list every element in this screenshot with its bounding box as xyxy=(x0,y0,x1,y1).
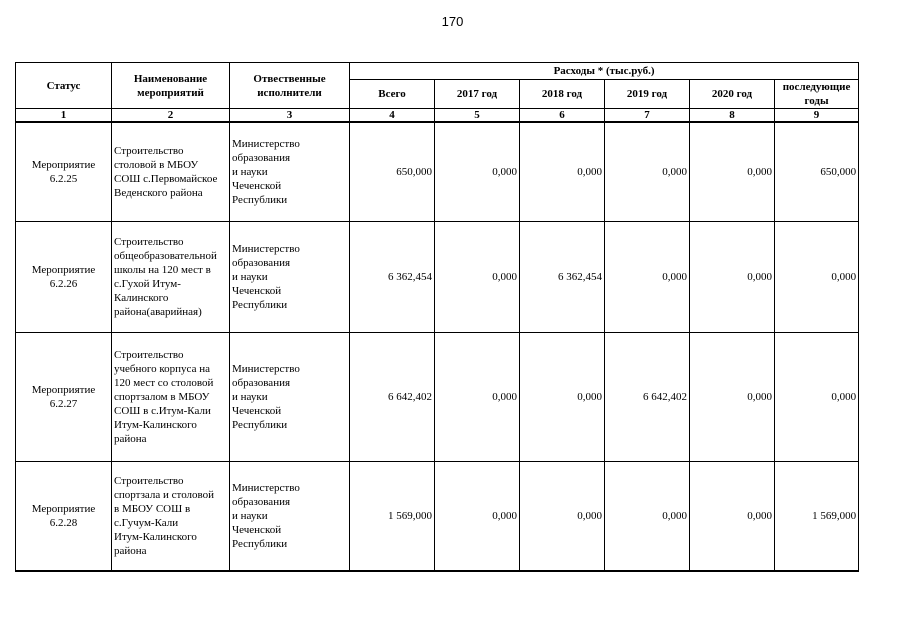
value-2020: 0,000 xyxy=(690,222,775,333)
header-expenses: Расходы * (тыс.руб.) xyxy=(350,63,859,80)
column-number: 8 xyxy=(690,109,775,123)
value-2019: 0,000 xyxy=(605,462,690,572)
row-executor: Министерство образования и науки Чеченской Республики xyxy=(230,462,350,572)
row-name: Строительство спортзала и столовой в МБОУ СОШ в с.Гучум-Кали Итум-Калинского района xyxy=(112,462,230,572)
header-2018: 2018 год xyxy=(520,80,605,109)
column-number: 5 xyxy=(435,109,520,123)
value-subsequent: 0,000 xyxy=(775,222,859,333)
value-2017: 0,000 xyxy=(435,122,520,222)
value-2019: 0,000 xyxy=(605,122,690,222)
column-number: 6 xyxy=(520,109,605,123)
row-executor: Министерство образования и науки Чеченской Республики xyxy=(230,333,350,462)
expenses-table xyxy=(15,62,859,572)
value-subsequent: 0,000 xyxy=(775,333,859,462)
header-2020: 2020 год xyxy=(690,80,775,109)
value-total: 650,000 xyxy=(350,122,435,222)
value-total: 6 362,454 xyxy=(350,222,435,333)
table-row xyxy=(16,333,859,462)
value-2019: 6 642,402 xyxy=(605,333,690,462)
value-2018: 0,000 xyxy=(520,333,605,462)
table-row xyxy=(16,122,859,222)
header-subsequent-years: последующие годы xyxy=(775,80,859,109)
value-2018: 6 362,454 xyxy=(520,222,605,333)
value-subsequent: 650,000 xyxy=(775,122,859,222)
header-name: Наименование мероприятий xyxy=(112,63,230,109)
table-row xyxy=(16,222,859,333)
value-total: 1 569,000 xyxy=(350,462,435,572)
row-status: Мероприятие 6.2.27 xyxy=(16,333,112,462)
value-2018: 0,000 xyxy=(520,122,605,222)
header-2017: 2017 год xyxy=(435,80,520,109)
header-2019: 2019 год xyxy=(605,80,690,109)
page-number: 170 xyxy=(441,14,464,29)
column-number: 4 xyxy=(350,109,435,123)
row-name: Строительство столовой в МБОУ СОШ с.Первомайское Веденского района xyxy=(112,122,230,222)
value-2020: 0,000 xyxy=(690,333,775,462)
value-2017: 0,000 xyxy=(435,462,520,572)
column-number: 1 xyxy=(16,109,112,123)
column-number: 9 xyxy=(775,109,859,123)
row-executor: Министерство образования и науки Чеченской Республики xyxy=(230,222,350,333)
value-total: 6 642,402 xyxy=(350,333,435,462)
column-number: 7 xyxy=(605,109,690,123)
value-2017: 0,000 xyxy=(435,222,520,333)
column-number: 2 xyxy=(112,109,230,123)
column-number: 3 xyxy=(230,109,350,123)
row-executor: Министерство образования и науки Чеченской Республики xyxy=(230,122,350,222)
header-executors: Отвественные исполнители xyxy=(230,63,350,109)
row-status: Мероприятие 6.2.26 xyxy=(16,222,112,333)
value-2020: 0,000 xyxy=(690,462,775,572)
header-status: Статус xyxy=(16,63,112,109)
value-2017: 0,000 xyxy=(435,333,520,462)
row-name: Строительство общеобразовательной школы на 120 мест в с.Гухой Итум- Калинского района(аварийная) xyxy=(112,222,230,333)
header-total: Всего xyxy=(350,80,435,109)
row-name: Строительство учебного корпуса на 120 мест со столовой спортзалом в МБОУ СОШ в с.Итум-Кали Итум-Калинского района xyxy=(112,333,230,462)
value-2018: 0,000 xyxy=(520,462,605,572)
value-subsequent: 1 569,000 xyxy=(775,462,859,572)
value-2020: 0,000 xyxy=(690,122,775,222)
row-status: Мероприятие 6.2.28 xyxy=(16,462,112,572)
row-status: Мероприятие 6.2.25 xyxy=(16,122,112,222)
value-2019: 0,000 xyxy=(605,222,690,333)
table-row xyxy=(16,462,859,572)
